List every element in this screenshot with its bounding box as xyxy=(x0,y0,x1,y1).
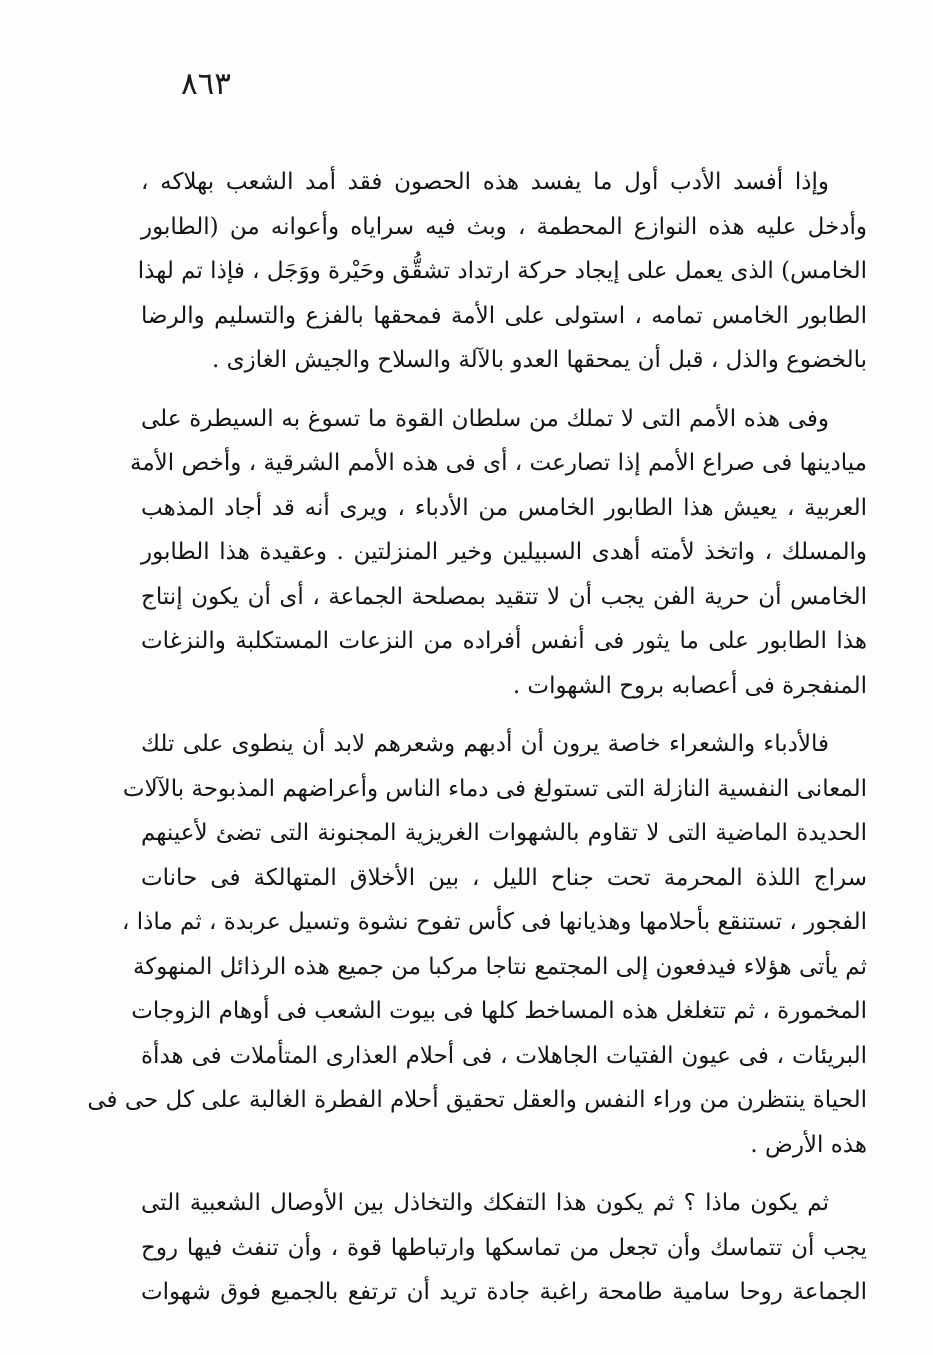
text-line: المعانى النفسية النازلة التى تستولغ فى دماء الناس وأعراضهم المذبوحة بالآلات xyxy=(122,775,867,802)
text-line: الحديدة الماضية التى لا تقاوم بالشهوات الغريزية المجنونة التى تضئ لأعينهم xyxy=(141,820,867,846)
text-line: بالخضوع والذل ، قبل أن يمحقها العدو بالآلة والسلاح والجيش الغازى . xyxy=(211,347,867,373)
text-line: هذه الأرض . xyxy=(750,1131,867,1158)
text-line: الحياة ينتظرن من وراء النفس والعقل تحقيق أحلام الفطرة الغالبة على كل حى فى xyxy=(87,1087,867,1113)
text-line: الخامس) الذى يعمل على إيجاد حركة ارتداد تشقُّق وحَيْرة ووَجَل ، فإذا تم لهذا xyxy=(137,258,867,284)
text-line: فالأدباء والشعراء خاصة يرون أن أدبهم وشعرهم لابد أن ينطوى على تلك xyxy=(141,731,829,757)
text-line: وإذا أفسد الأدب أول ما يفسد هذه الحصون فقد أمد الشعب بهلاكه ، xyxy=(141,169,829,195)
text-line: سراج اللذة المحرمة تحت جناح الليل ، بين الأخلاق المتهالكة فى حانات xyxy=(141,864,867,891)
paragraph-2 xyxy=(130,397,867,709)
text-line: والمسلك ، واتخذ لأمته أهدى السبيلين وخير المنزلتين . وعقيدة هذا الطابور xyxy=(141,539,867,565)
text-line: العربية ، يعيش هذا الطابور الخامس من الأدباء ، ويرى أنه قد أجاد المذهب xyxy=(141,494,867,521)
text-line: وفى هذه الأمم التى لا تملك من سلطان القوة ما تسوغ به السيطرة على xyxy=(141,405,829,432)
text-line: وأدخل عليه هذه النوازع المحطمة ، وبث فيه سراياه وأعوانه من (الطابور xyxy=(141,213,867,240)
paragraph-1 xyxy=(137,160,867,383)
text-line: ثم يكون ماذا ؟ ثم يكون هذا التفكك والتخاذل بين الأوصال الشعبية التى xyxy=(141,1190,829,1216)
text-line: يجب أن تتماسك وأن تجعل من تماسكها وارتباطها قوة ، وأن تنفث فيها روح xyxy=(141,1234,867,1261)
page-number: ٨٦٣ xyxy=(181,66,231,102)
body-text xyxy=(87,160,867,1329)
text-line: الفجور ، تستنقع بأحلامها وهذيانها فى كأس تفوح نشوة وتسيل عربدة ، ثم ماذا ، xyxy=(122,909,867,935)
text-line: هذا الطابور على ما يثور فى أنفس أفراده من النزعات المستكلبة والنزغات xyxy=(141,628,867,654)
text-line: البريئات ، فى عيون الفتيات الجاهلات ، فى أحلام العذارى المتأملات فى هدأة xyxy=(141,1042,867,1069)
text-line: ميادينها فى صراع الأمم إذا تصارعت ، أى فى هذه الأمم الشرقية ، وأخص الأمة xyxy=(130,450,867,476)
text-line: الجماعة روحا سامية طامحة راغبة جادة تريد أن ترتفع بالجميع فوق شهوات xyxy=(141,1279,867,1305)
text-line: المخمورة ، ثم تتغلغل هذه المساخط كلها فى بيوت الشعب فى أوهام الزوجات xyxy=(131,998,867,1024)
text-line: المنفجرة فى أعصابه بروح الشهوات . xyxy=(512,672,867,699)
text-line: ثم يأتى هؤلاء فيدفعون إلى المجتمع نتاجا مركبا من جميع هذه الرذائل المنهوكة xyxy=(132,953,867,980)
text-line: الطابور الخامس تمامه ، استولى على الأمة فمحقها بالفزع والتسليم والرضا xyxy=(141,302,867,329)
text-line: الخامس أن حرية الفن يجب أن لا تتقيد بمصلحة الجماعة ، أى أن يكون إنتاج xyxy=(141,583,867,610)
paragraph-3 xyxy=(87,722,867,1167)
paragraph-4 xyxy=(141,1181,867,1315)
